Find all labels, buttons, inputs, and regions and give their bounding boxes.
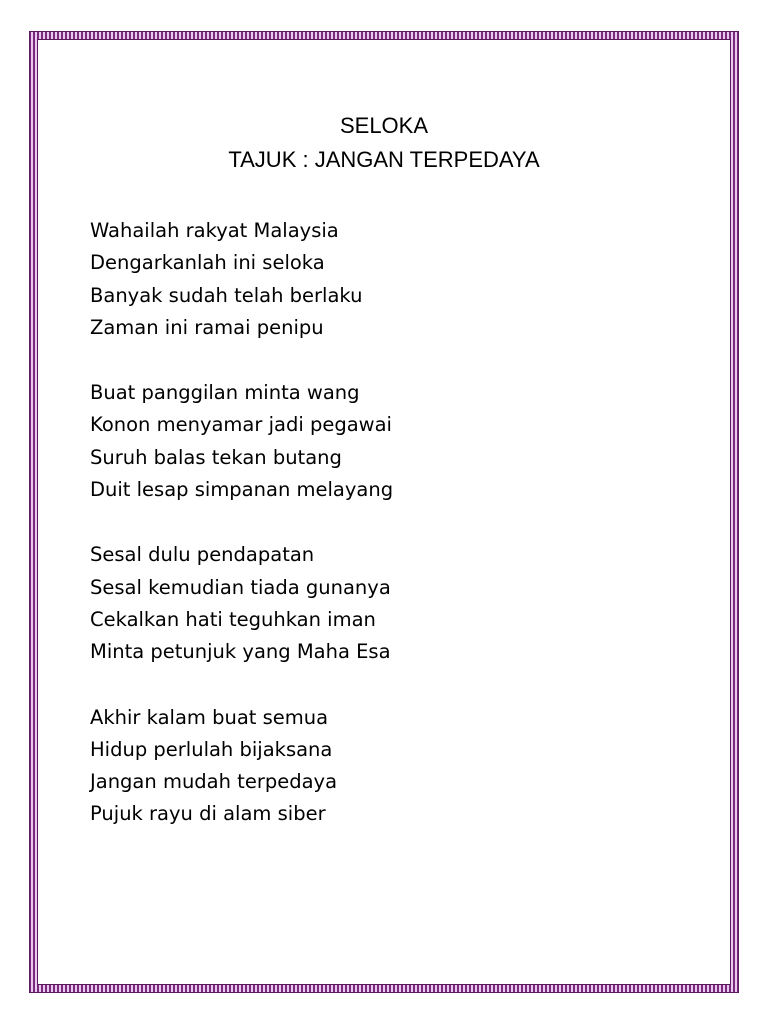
poem-line: Duit lesap simpanan melayang <box>90 478 394 502</box>
poem-body <box>90 215 393 864</box>
stanza-4 <box>90 702 393 831</box>
poem-line: Wahailah rakyat Malaysia <box>90 219 339 242</box>
poem-line: Buat panggilan minta wang <box>90 381 360 405</box>
poem-line: Banyak sudah telah berlaku <box>90 283 363 307</box>
poem-line: Suruh balas tekan butang <box>90 445 342 469</box>
stanza-2 <box>90 377 393 506</box>
poem-line: Akhir kalam buat semua <box>90 705 329 729</box>
page-title: SELOKA <box>339 113 429 138</box>
poem-line: Konon menyamar jadi pegawai <box>90 413 392 437</box>
poem-line: Dengarkanlah ini seloka <box>90 251 325 275</box>
poem-line: Sesal dulu pendapatan <box>90 543 315 567</box>
poem-line: Zaman ini ramai penipu <box>90 315 324 339</box>
poem-line: Minta petunjuk yang Maha Esa <box>90 640 391 664</box>
page-border <box>29 31 739 993</box>
stanza-1 <box>90 215 393 344</box>
poem-line: Sesal kemudian tiada gunanya <box>90 575 391 599</box>
poem-line: Jangan mudah terpedaya <box>90 770 338 794</box>
poem-line: Cekalkan hati teguhkan iman <box>90 607 376 631</box>
stanza-3 <box>90 539 393 668</box>
poem-line: Pujuk rayu di alam siber <box>90 802 326 826</box>
poem-line: Hidup perlulah bijaksana <box>90 737 333 761</box>
page-subtitle: TAJUK : JANGAN TERPEDAYA <box>228 147 540 172</box>
